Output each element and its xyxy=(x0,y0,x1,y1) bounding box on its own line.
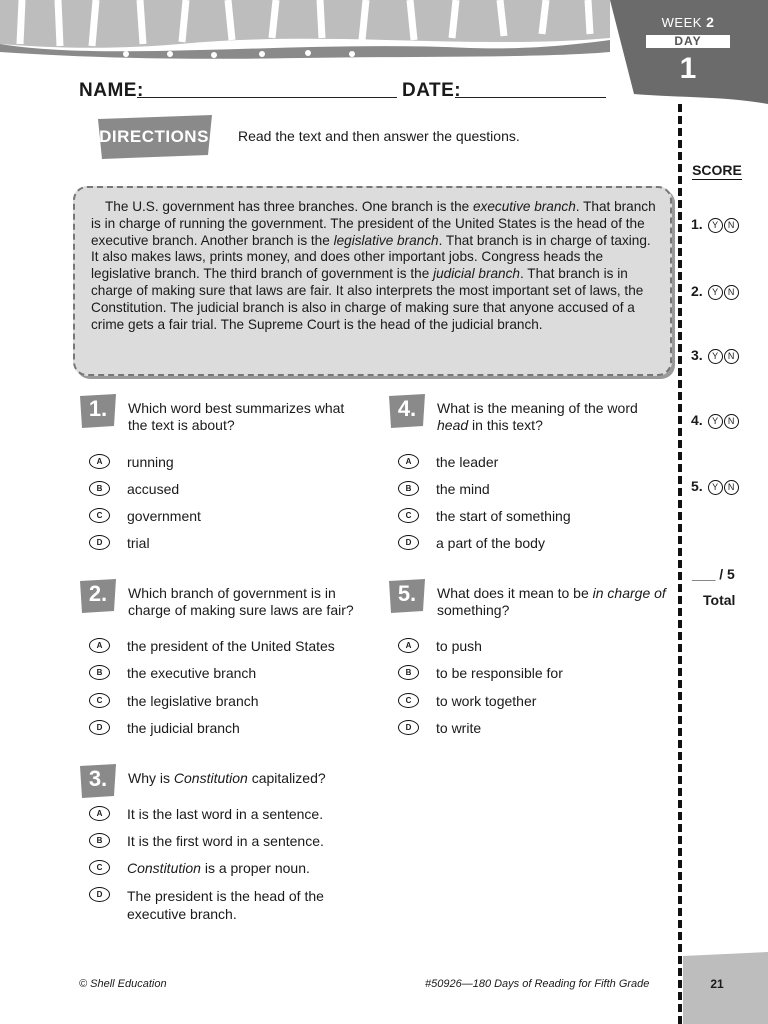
answer-option[interactable] xyxy=(398,665,668,683)
question-number: 2. xyxy=(88,581,108,606)
italic-text: judicial branch xyxy=(433,266,520,282)
footer-book-title: #50926—180 Days of Reading for Fifth Grade xyxy=(425,978,650,990)
answer-label xyxy=(127,638,335,654)
score-total-label: Total xyxy=(703,592,736,608)
answer-label xyxy=(127,833,324,849)
score-item-label: 1. xyxy=(691,216,707,232)
date-field[interactable] xyxy=(455,97,606,98)
question-number-badge xyxy=(79,394,117,428)
answer-bubble[interactable]: B xyxy=(89,833,110,848)
text-segment: the legislative branch xyxy=(127,693,259,709)
answer-bubble[interactable]: C xyxy=(89,693,110,708)
text-segment: It is the first word in a sentence. xyxy=(127,833,324,849)
score-yes-bubble[interactable]: Y xyxy=(708,285,723,300)
directions-badge xyxy=(96,113,216,161)
week-number: 2 xyxy=(706,14,715,30)
answer-bubble[interactable]: D xyxy=(398,535,419,550)
text-segment: to push xyxy=(436,638,482,654)
score-yes-bubble[interactable]: Y xyxy=(708,414,723,429)
answer-label xyxy=(127,693,259,709)
text-segment: to work together xyxy=(436,693,537,709)
text-segment: The president is the head of the executive branch. xyxy=(127,888,324,922)
answer-label xyxy=(127,887,327,923)
answer-bubble[interactable]: A xyxy=(89,454,110,469)
question-number: 1. xyxy=(88,396,108,421)
answer-option[interactable] xyxy=(398,535,668,553)
question-text xyxy=(437,585,667,619)
text-segment: . That branch is in charge of making sure that laws are fair. It also interprets the most important set of laws, the Constitution. The judicial branch is also in charge of making sure that anyone accused of a crime gets a fair trial. The Supreme Court is the head of the judicial branch. xyxy=(91,266,644,332)
text-segment: the president of the United States xyxy=(127,638,335,654)
answer-bubble[interactable]: D xyxy=(89,720,110,735)
directions-text: Read the text and then answer the questions. xyxy=(238,128,520,144)
answer-bubble[interactable]: D xyxy=(89,535,110,550)
answer-option[interactable] xyxy=(398,481,668,499)
answer-label xyxy=(127,806,323,822)
text-segment: Which branch of government is in charge of making sure laws are fair? xyxy=(128,585,354,618)
answer-option[interactable] xyxy=(398,508,668,526)
answer-bubble[interactable]: A xyxy=(398,638,419,653)
answer-option[interactable] xyxy=(89,693,359,711)
name-label: NAME: xyxy=(79,80,144,101)
answer-label xyxy=(127,535,150,551)
score-no-bubble[interactable]: N xyxy=(724,218,739,233)
score-item xyxy=(691,216,739,233)
answer-bubble[interactable]: C xyxy=(89,860,110,875)
directions-badge-label: DIRECTIONS xyxy=(99,127,209,146)
text-segment: trial xyxy=(127,535,150,551)
answer-option[interactable] xyxy=(89,454,359,472)
score-item-label: 3. xyxy=(691,347,707,363)
answer-option[interactable] xyxy=(89,535,359,553)
text-segment: government xyxy=(127,508,201,524)
score-column-divider xyxy=(678,104,682,1024)
text-segment: capitalized? xyxy=(247,770,326,786)
text-segment: the mind xyxy=(436,481,490,497)
answer-label xyxy=(436,454,498,470)
answer-bubble[interactable]: C xyxy=(398,693,419,708)
text-segment: the leader xyxy=(436,454,499,470)
score-no-bubble[interactable]: N xyxy=(724,480,739,495)
answer-bubble[interactable]: C xyxy=(398,508,419,523)
text-segment: running xyxy=(127,454,174,470)
question-number-badge xyxy=(79,579,117,613)
footer-publisher: © Shell Education xyxy=(79,978,167,990)
score-no-bubble[interactable]: N xyxy=(724,285,739,300)
text-segment: to write xyxy=(436,720,482,736)
question-text xyxy=(128,770,358,787)
answer-bubble[interactable]: A xyxy=(89,806,110,821)
text-segment: the start of something xyxy=(436,508,571,524)
answer-option[interactable] xyxy=(89,481,359,499)
score-item xyxy=(691,412,739,429)
text-segment: something? xyxy=(437,602,510,618)
italic-text: Constitution xyxy=(127,860,201,876)
text-segment: It is the last word in a sentence. xyxy=(127,806,324,822)
answer-label xyxy=(436,665,563,681)
text-segment: is a proper noun. xyxy=(200,860,310,876)
question-number-badge xyxy=(79,764,117,798)
answer-option[interactable] xyxy=(89,833,359,851)
answer-label xyxy=(436,535,545,551)
answer-label xyxy=(127,454,174,470)
answer-bubble[interactable]: B xyxy=(398,665,419,680)
score-total-line[interactable]: ___ / 5 xyxy=(692,566,735,582)
question-number-badge xyxy=(388,579,426,613)
answer-label xyxy=(127,665,256,681)
answer-option[interactable] xyxy=(398,638,668,656)
text-segment: the executive branch xyxy=(127,665,257,681)
answer-option[interactable] xyxy=(398,454,668,472)
answer-label xyxy=(436,638,482,654)
answer-bubble[interactable]: C xyxy=(89,508,110,523)
week-label: WEEK 2 xyxy=(661,14,715,30)
score-no-bubble[interactable]: N xyxy=(724,349,739,364)
answer-label xyxy=(436,508,571,524)
question-number: 3. xyxy=(88,766,108,791)
score-heading: SCORE xyxy=(692,162,742,178)
answer-label xyxy=(127,720,240,736)
italic-text: Constitution xyxy=(173,770,248,786)
question-text xyxy=(128,585,358,619)
day-label: DAY xyxy=(646,35,730,48)
answer-option[interactable] xyxy=(89,665,359,683)
text-segment: . That branch is in charge of taxing. It also makes laws, prints money, and does other important jobs. Congress heads the legislative branch. The third branch of government is the xyxy=(91,232,651,282)
score-item-label: 2. xyxy=(691,283,707,299)
score-yes-bubble[interactable]: Y xyxy=(708,480,723,495)
text-segment: a part of the body xyxy=(436,535,545,551)
answer-option[interactable] xyxy=(89,508,359,526)
score-item xyxy=(691,347,739,364)
text-segment: . That branch is in charge of running the government. The president of the United States is the head of the executive branch. Another branch is the xyxy=(91,199,656,248)
question-text xyxy=(128,400,358,434)
answer-option[interactable] xyxy=(89,860,359,878)
question-number: 5. xyxy=(397,581,417,606)
text-segment: Why is xyxy=(128,770,174,786)
answer-option[interactable] xyxy=(89,720,359,738)
text-segment: in this text? xyxy=(468,417,543,433)
answer-option[interactable] xyxy=(398,693,668,711)
italic-text: executive branch xyxy=(473,199,576,214)
question-number: 4. xyxy=(397,396,417,421)
answer-bubble[interactable]: D xyxy=(89,887,110,902)
question-text xyxy=(437,400,667,434)
answer-bubble[interactable]: A xyxy=(398,454,419,469)
score-yes-bubble[interactable]: Y xyxy=(708,349,723,364)
question-number-badge xyxy=(388,394,426,428)
passage xyxy=(91,199,656,333)
answer-label xyxy=(436,481,490,497)
day-number: 1 xyxy=(679,52,697,85)
answer-option[interactable] xyxy=(89,806,359,824)
answer-label xyxy=(127,860,310,876)
answer-label xyxy=(127,508,201,524)
answer-label xyxy=(436,720,481,736)
answer-label xyxy=(127,481,179,497)
answer-option[interactable] xyxy=(89,887,329,922)
text-segment: accused xyxy=(127,481,180,497)
text-segment: Which word best summarizes what the text is about? xyxy=(128,400,345,433)
answer-bubble[interactable]: D xyxy=(398,720,419,735)
score-item xyxy=(691,283,739,300)
text-segment: The U.S. government has three branches. One branch is the xyxy=(105,199,473,214)
score-item-label: 4. xyxy=(691,412,707,428)
italic-text: in charge of xyxy=(592,585,666,601)
score-item-label: 5. xyxy=(691,478,707,494)
answer-option[interactable] xyxy=(398,720,668,738)
page-number: 21 xyxy=(710,977,724,991)
text-segment: the judicial branch xyxy=(127,720,240,736)
answer-option[interactable] xyxy=(89,638,359,656)
answer-label xyxy=(436,693,536,709)
answer-bubble[interactable]: B xyxy=(398,481,419,496)
text-segment: What is the meaning of the word xyxy=(437,400,638,416)
answer-bubble[interactable]: B xyxy=(89,665,110,680)
italic-text: legislative branch xyxy=(333,232,439,248)
score-item xyxy=(691,478,739,495)
score-no-bubble[interactable]: N xyxy=(724,414,739,429)
date-label: DATE: xyxy=(402,80,462,101)
text-segment: to be responsible for xyxy=(436,665,563,681)
score-yes-bubble[interactable]: Y xyxy=(708,218,723,233)
passage-paragraph xyxy=(91,199,656,333)
text-segment: What does it mean to be xyxy=(437,585,593,601)
name-field[interactable] xyxy=(137,97,397,98)
answer-bubble[interactable]: A xyxy=(89,638,110,653)
answer-bubble[interactable]: B xyxy=(89,481,110,496)
italic-text: head xyxy=(437,417,469,433)
